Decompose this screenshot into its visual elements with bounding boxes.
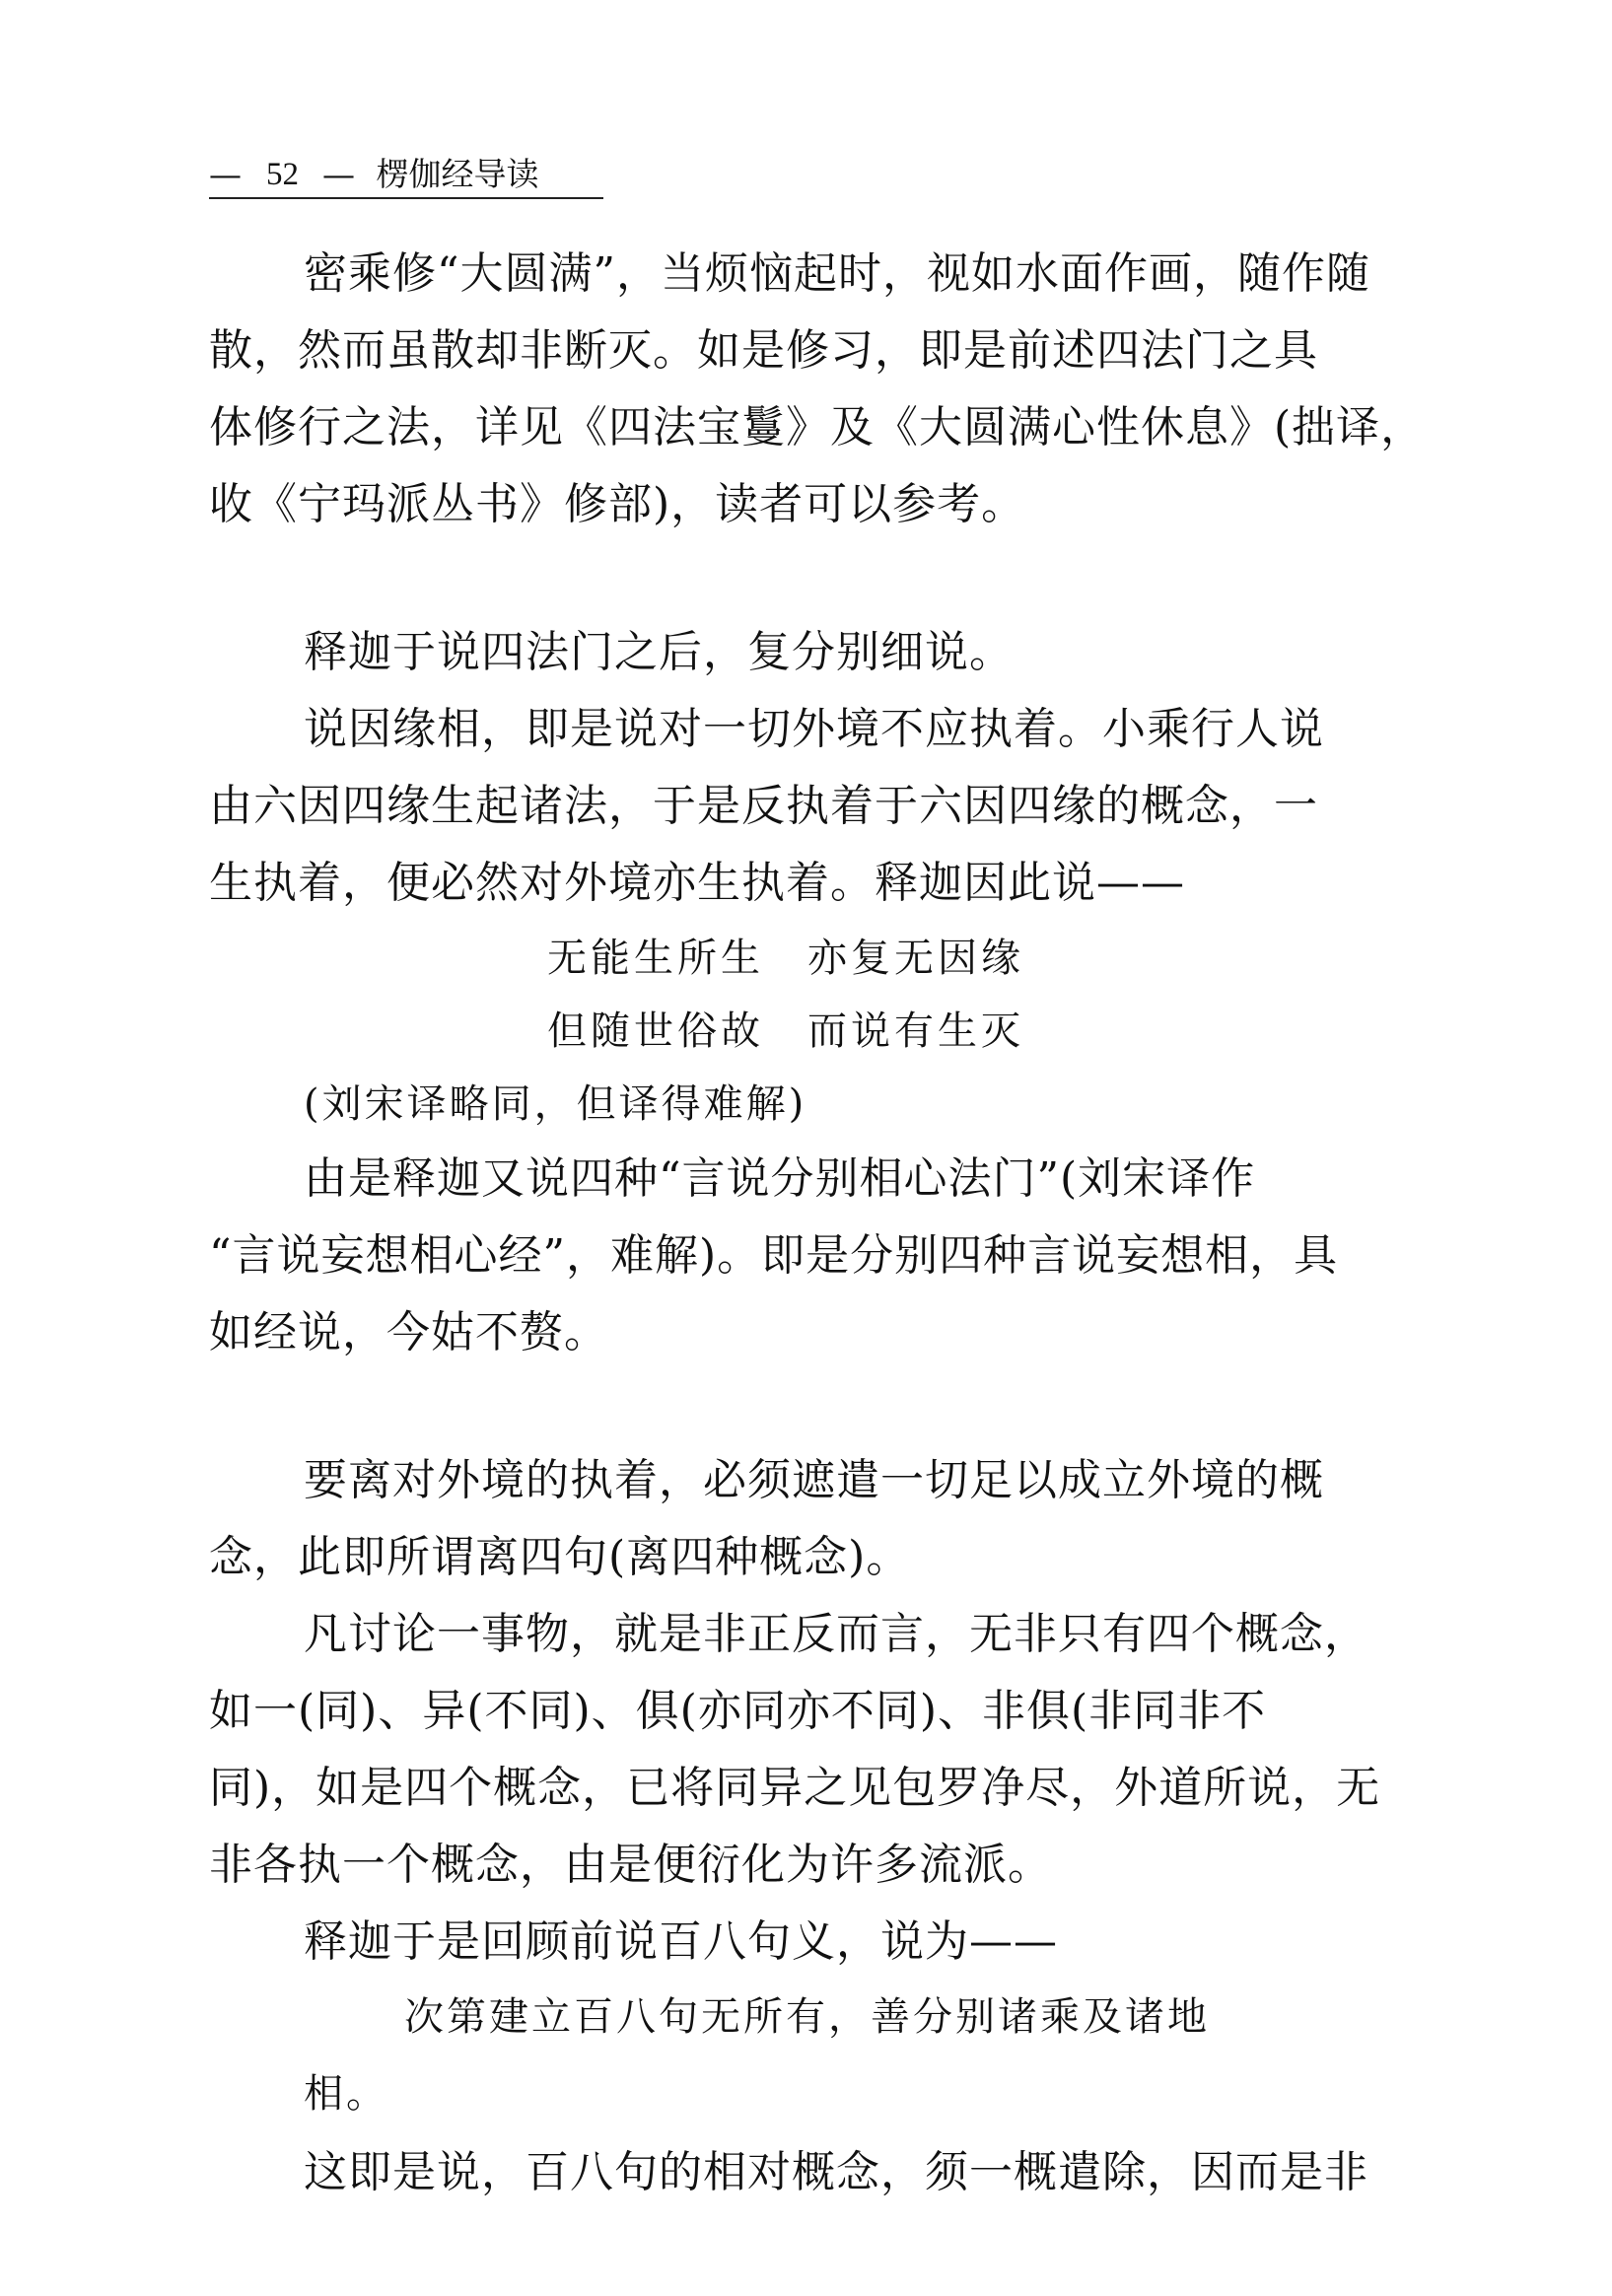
text-line: 由六因四缘生起诸法，于是反执着于六因四缘的概念，一 bbox=[209, 781, 1318, 831]
header-dash-left: — bbox=[209, 155, 242, 193]
text-line: 凡讨论一事物，就是非正反而言，无非只有四个概念， bbox=[304, 1609, 1368, 1659]
note-line: (刘宋译略同，但译得难解) bbox=[304, 1081, 807, 1127]
book-title: 楞伽经导读 bbox=[376, 155, 539, 193]
running-head bbox=[209, 146, 603, 203]
text-line: 要离对外境的执着，必须遮遣一切足以成立外境的概 bbox=[304, 1455, 1324, 1505]
text-line: 如一(同)、异(不同)、俱(亦同亦不同)、非俱(非同非不 bbox=[209, 1686, 1267, 1736]
verse-line: 无能生所生 亦复无因缘 bbox=[547, 936, 1024, 981]
text-line: 念，此即所谓离四句(离四种概念)。 bbox=[209, 1532, 911, 1582]
text-line: 由是释迦又说四种“言说分别相心法门”(刘宋译作 bbox=[304, 1153, 1256, 1204]
header-dash-right: — bbox=[322, 155, 355, 193]
page-number: 52 bbox=[266, 157, 299, 192]
text-line: 这即是说，百八句的相对概念，须一概遣除，因而是非 bbox=[304, 2147, 1368, 2197]
text-line: “言说妄想相心经”，难解)。即是分别四种言说妄想相，具 bbox=[209, 1230, 1339, 1281]
text-line: 收《宁玛派丛书》修部)，读者可以参考。 bbox=[209, 479, 1026, 529]
quote-line: 次第建立百八句无所有，善分别诸乘及诸地 bbox=[404, 1994, 1210, 2040]
text-line: 非各执一个概念，由是便衍化为许多流派。 bbox=[209, 1840, 1052, 1890]
text-line: 体修行之法，详见《四法宝鬘》及《大圆满心性休息》(拙译， bbox=[209, 402, 1426, 452]
text-line: 生执着，便必然对外境亦生执着。释迦因此说—— bbox=[209, 858, 1185, 908]
text-line: 如经说，今姑不赘。 bbox=[209, 1307, 608, 1357]
header-rule bbox=[209, 197, 603, 199]
text-line: 释迦于是回顾前说百八句义，说为—— bbox=[304, 1916, 1058, 1967]
text-line: 说因缘相，即是说对一切外境不应执着。小乘行人说 bbox=[304, 704, 1324, 754]
verse-line: 但随世俗故 而说有生灭 bbox=[547, 1009, 1024, 1054]
text-line: 散，然而虽散却非断灭。如是修习，即是前述四法门之具 bbox=[209, 325, 1318, 376]
text-line: 释迦于说四法门之后，复分别细说。 bbox=[304, 627, 1014, 677]
text-line: 同)，如是四个概念，已将同异之见包罗净尽，外道所说，无 bbox=[209, 1763, 1381, 1813]
text-line: 密乘修“大圆满”，当烦恼起时，视如水面作画，随作随 bbox=[304, 248, 1370, 299]
quote-line: 相。 bbox=[304, 2071, 388, 2117]
